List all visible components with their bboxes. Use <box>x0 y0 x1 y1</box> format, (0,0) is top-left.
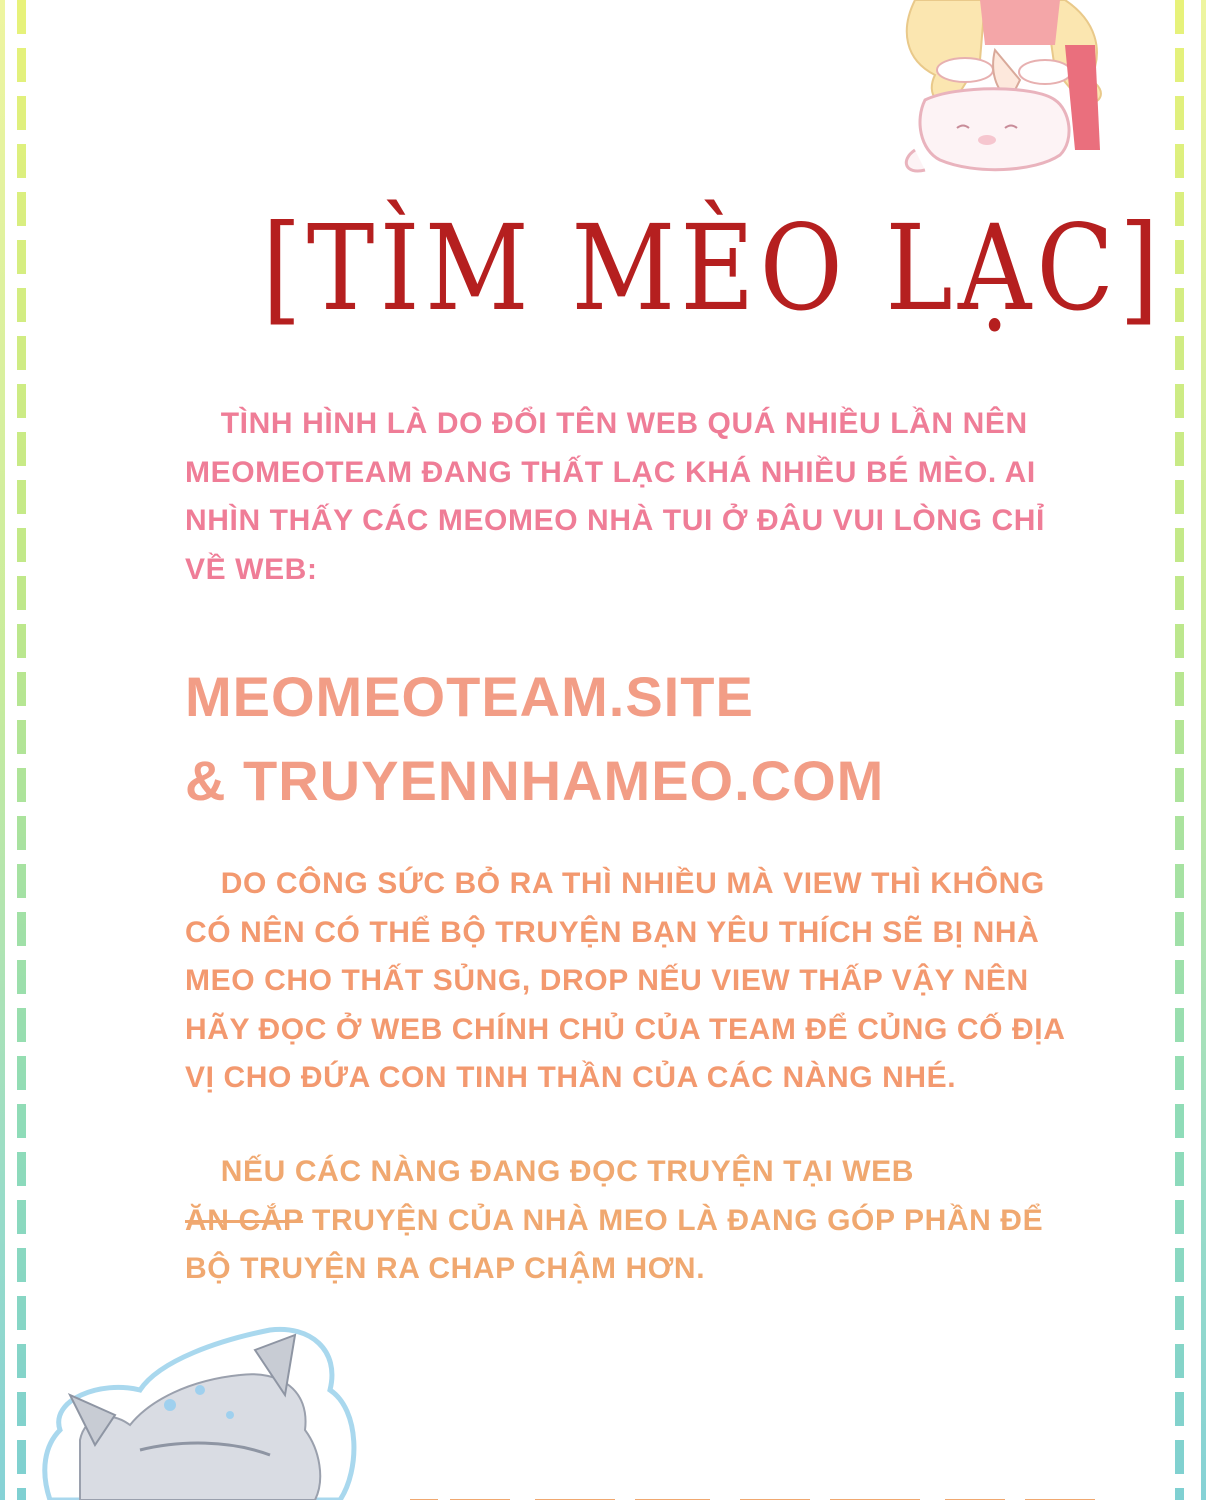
border-edge-left <box>0 0 5 1500</box>
site-link-truyennhameo[interactable]: & TRUYENNHAMEO.COM <box>185 749 885 812</box>
struck-text: ĂN CẮP <box>185 1203 304 1237</box>
dashed-border-left <box>17 0 26 1500</box>
chibi-girl-with-bunny-illustration <box>895 0 1185 185</box>
piracy-warning-line-1: NẾU CÁC NÀNG ĐANG ĐỌC TRUYỆN TẠI WEB <box>185 1155 915 1188</box>
site-link-meomeoteam[interactable]: MEOMEOTEAM.SITE <box>185 665 754 728</box>
paragraph-support-notice: DO CÔNG SỨC BỎ RA THÌ NHIỀU MÀ VIEW THÌ KHÔNG CÓ NÊN CÓ THỂ BỘ TRUYỆN BẠN YÊU THÍCH SẼ BỊ NHÀ MEO CHO THẤT SỦNG, DROP NẾU VIEW THẤP VẬY NÊN HÃY ĐỌC Ở WEB CHÍNH CHỦ CỦA TEAM ĐỂ CỦNG CỐ ĐỊA VỊ CHO ĐỨA CON TINH THẦN CỦA CÁC NÀNG NHÉ. <box>185 867 1074 1094</box>
piracy-warning-rest: TRUYỆN CỦA NHÀ MEO LÀ ĐANG GÓP PHẦN ĐỂ BỘ TRUYỆN RA CHAP CHẬM HƠN. <box>185 1203 1053 1285</box>
paragraph-lost-cats: TÌNH HÌNH LÀ DO ĐỔI TÊN WEB QUÁ NHIỀU LẦN NÊN MEOMEOTEAM ĐANG THẤT LẠC KHÁ NHIỀU BÉ MÈO. AI NHÌN THẤY CÁC MEOMEO NHÀ TUI Ở ĐÂU VUI LÒNG CHỈ VỀ WEB: <box>185 407 1054 586</box>
cutoff-text-fragment <box>410 1490 1100 1500</box>
dashed-border-right <box>1175 0 1184 1500</box>
page-title: [TÌM MÈO LẠC] <box>262 199 1164 337</box>
paragraph-piracy-warning <box>185 1148 1085 1294</box>
chibi-cat-boy-illustration <box>40 1320 370 1500</box>
site-list <box>185 655 1085 823</box>
border-edge-right <box>1201 0 1206 1500</box>
